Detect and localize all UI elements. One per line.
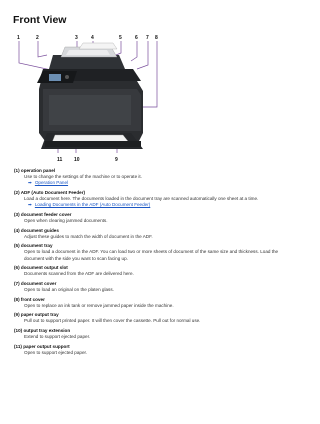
- item-heading: (5) document tray: [14, 243, 53, 249]
- callout-3: 3: [75, 35, 78, 41]
- item-heading: (2) ADF (Auto Document Feeder): [14, 189, 86, 195]
- callout-4: 4: [91, 35, 94, 41]
- list-item: [14, 297, 290, 309]
- operation-panel-link[interactable]: [14, 180, 290, 186]
- list-item: [14, 344, 290, 356]
- list-item: [14, 168, 290, 187]
- item-description: Open to replace an ink tank or remove jammed paper inside the machine.: [24, 302, 174, 308]
- list-item: [14, 328, 290, 340]
- item-description: Use to change the settings of the machine or to operate it.: [24, 174, 142, 180]
- item-heading: (1) operation panel: [14, 168, 56, 173]
- callout-9: 9: [115, 157, 118, 163]
- parts-list: [14, 168, 290, 359]
- item-description: Documents scanned from the ADF are delivered here.: [24, 271, 134, 277]
- list-item: [14, 190, 290, 209]
- arrow-right-icon: ➡: [28, 202, 32, 208]
- link-text[interactable]: Loading Documents in the ADF (Auto Document Feeder): [34, 202, 151, 208]
- item-heading: (8) front cover: [14, 296, 45, 302]
- item-heading: (9) paper output tray: [14, 312, 59, 318]
- list-item: [14, 228, 290, 240]
- item-heading: (10) output tray extension: [14, 327, 71, 333]
- link-text[interactable]: Operation Panel: [34, 180, 69, 186]
- item-description: Adjust these guides to match the width of document in the ADF.: [24, 233, 153, 239]
- callout-8: 8: [155, 35, 158, 41]
- printer-body: [37, 43, 143, 149]
- callout-2: 2: [36, 35, 39, 41]
- loading-documents-link[interactable]: [14, 202, 290, 208]
- item-description: Open to load a document in the ADF. You can load two or more sheets of document of the same size and thickness. Load the document with the side you want to scan facing up.: [24, 249, 279, 261]
- item-heading: (3) document feeder cover: [14, 211, 72, 217]
- page-title: Front View: [13, 14, 67, 26]
- printer-illustration: [13, 33, 185, 165]
- item-description: Pull out to support printed paper. It will then cover the cassette. Pull out for normal use.: [24, 318, 201, 324]
- list-item: [14, 281, 290, 293]
- callout-5: 5: [119, 35, 122, 41]
- callout-7: 7: [146, 35, 149, 41]
- callout-6: 6: [135, 35, 138, 41]
- callout-11: 11: [57, 157, 63, 163]
- list-item: [14, 312, 290, 324]
- item-description: Open to load an original on the platen glass.: [24, 287, 114, 293]
- callout-10: 10: [74, 157, 80, 163]
- item-heading: (4) document guides: [14, 227, 59, 233]
- item-description: Open when clearing jammed documents.: [24, 218, 108, 224]
- list-item: [14, 212, 290, 224]
- item-description: Open to support ejected paper.: [24, 349, 88, 355]
- item-heading: (11) paper output support: [14, 343, 70, 349]
- callout-1: 1: [17, 35, 20, 41]
- item-heading: (7) document cover: [14, 280, 57, 286]
- item-description: Extend to support ejected paper.: [24, 334, 91, 340]
- arrow-right-icon: ➡: [28, 180, 32, 186]
- item-heading: (6) document output slot: [14, 265, 68, 271]
- list-item: [14, 265, 290, 277]
- list-item: [14, 243, 290, 262]
- item-description: Load a document here. The documents loaded in the document tray are scanned automatically one sheet at a time.: [24, 196, 259, 202]
